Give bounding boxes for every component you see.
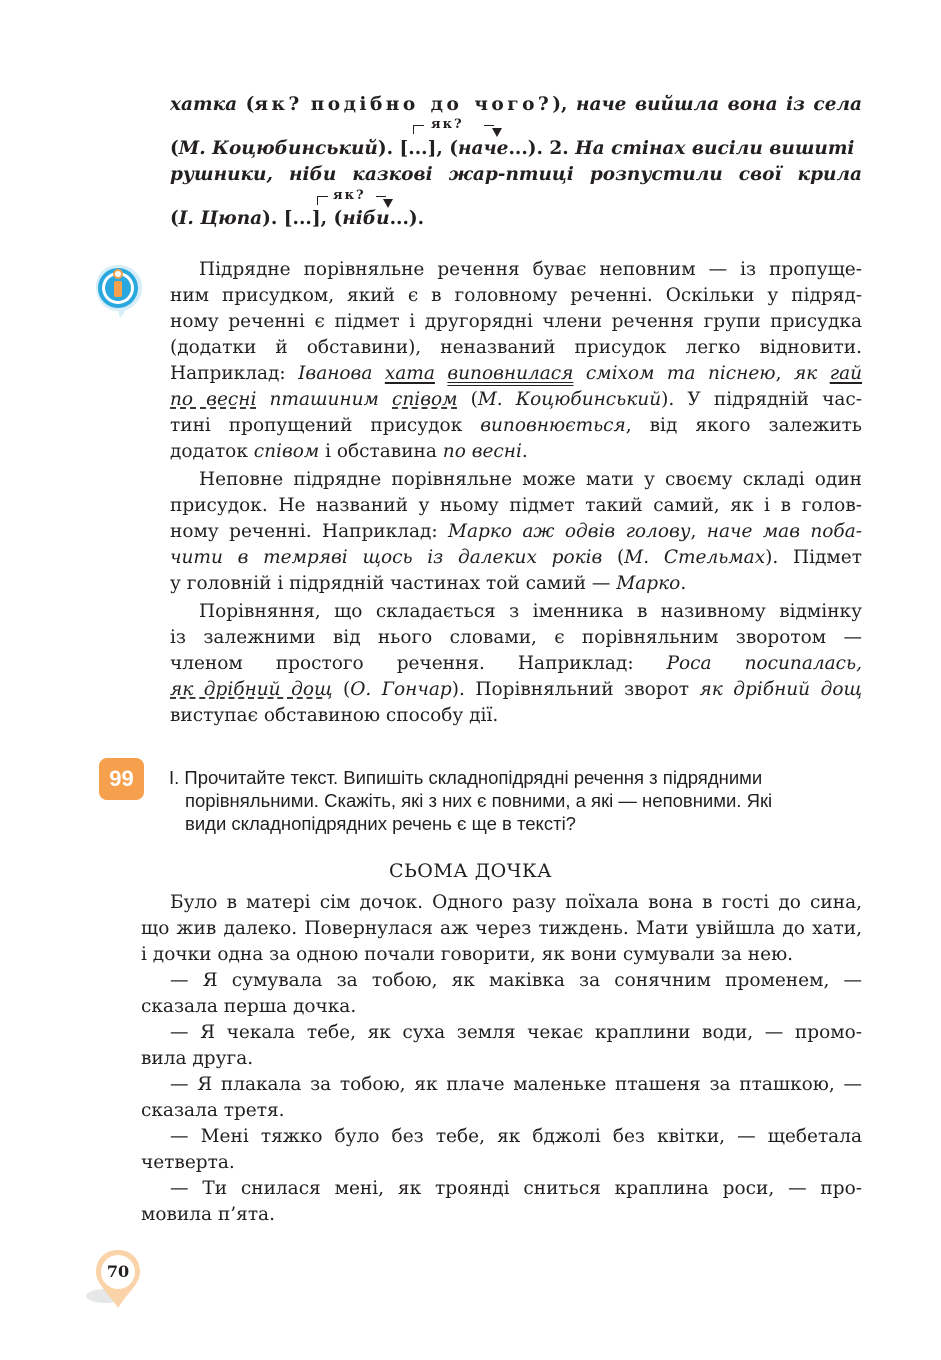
- story-line: сказала третя.: [141, 1100, 285, 1121]
- story-title: СЬОМА ДОЧКА: [388, 860, 553, 882]
- story-line: сказала перша дочка.: [141, 996, 357, 1017]
- intro-scheme-2: ...). 2.: [508, 138, 576, 159]
- arrow-down-icon: [492, 128, 502, 137]
- example-subject-2: гай: [829, 363, 863, 384]
- example-word: пташиним: [256, 389, 393, 410]
- intro-sentence-2: рушники, ніби казкові жар-птиці розпустили свої крила: [170, 164, 862, 185]
- rule-text-span: (: [457, 389, 478, 410]
- rule-line: [170, 469, 862, 491]
- rule-line: [170, 679, 862, 701]
- story-line: — Я сумувала за тобою, як маківка за сонячним променем, —: [170, 970, 862, 991]
- example-word: співом: [253, 441, 320, 462]
- rule-text-span: додаток: [170, 441, 254, 462]
- example-word: як: [793, 363, 830, 384]
- example-author: М. Стельмах: [624, 547, 766, 568]
- rule-line: [170, 415, 862, 437]
- annotation-line: [376, 196, 386, 197]
- rule-text-span: ному реченні. Наприклад:: [170, 521, 448, 542]
- rule-line: [170, 705, 862, 727]
- intro-sentence: На стінах висіли вишиті: [575, 138, 855, 159]
- story-line: що жив далеко. Повернулася аж через тиждень. Мати увійшла до хати,: [141, 918, 862, 939]
- rule-text-span: .: [521, 441, 528, 462]
- example-word: Марко аж одвів голову: [448, 521, 691, 542]
- example-author: О. Гончар: [350, 679, 452, 700]
- rule-line: [170, 311, 862, 333]
- intro-author: І. Цюпа: [178, 208, 263, 229]
- rule-text-span: ). Підмет: [765, 547, 862, 568]
- rule-text-span: присудок. Не названий у ньому підмет такий самий, як і в голов-: [170, 495, 862, 516]
- story-line: Було в матері сім дочок. Одного разу поїхала вона в гості до сина,: [170, 892, 862, 913]
- example-word: виповнюється: [480, 415, 626, 436]
- rule-text-span: ). Порівняльний зворот: [451, 679, 700, 700]
- rule-text-span: ). У підрядній час-: [661, 389, 862, 410]
- rule-text-span: і обставина: [319, 441, 443, 462]
- example-word: як дрібний дощ: [699, 679, 862, 700]
- example-space: [435, 363, 447, 384]
- rule-text-span: (додатки й обставини), неназваний присудок легко відновити.: [170, 337, 862, 358]
- rule-text-span: ,: [690, 521, 707, 542]
- rule-text-span: Підрядне порівняльне речення буває неповним — із пропуще-: [199, 259, 862, 280]
- annotation-line: [484, 125, 494, 126]
- rule-text-span: із залежними від нього словами, є порівняльним зворотом —: [170, 627, 862, 648]
- page-marker-icon: [84, 1246, 148, 1310]
- task-line: І. Прочитайте текст. Випишіть складнопідрядні речення з підрядними: [169, 767, 763, 788]
- rule-text-span: Наприклад:: [170, 363, 299, 384]
- rule-text-span: , від якого залежить: [625, 415, 862, 436]
- rule-line: [170, 521, 862, 543]
- page-number: 70: [106, 1262, 130, 1281]
- example-word: Роса посипалась,: [666, 653, 862, 674]
- example-word: по весні: [442, 441, 522, 462]
- example-object: співом: [392, 389, 458, 410]
- rule-line: [170, 653, 862, 675]
- example-word: Марко: [616, 573, 681, 594]
- rule-line: [170, 441, 862, 463]
- annotation-label: як?: [333, 188, 366, 203]
- rule-text-span: (: [332, 679, 351, 700]
- intro-conj: ніби: [342, 208, 390, 229]
- rule-line: [170, 389, 862, 411]
- story-line: мовила п’ята.: [141, 1204, 275, 1225]
- intro-question: як?: [254, 94, 303, 115]
- annotation-bracket: [317, 196, 328, 205]
- example-word: чити в темряві щось із далеких років: [170, 547, 603, 568]
- annotation-bracket: [413, 125, 424, 134]
- intro-question-2: подібно до чого?: [310, 94, 553, 115]
- rule-text-span: виступає обставиною способу дії.: [170, 705, 499, 726]
- rule-text-span: у головній і підрядній частинах той самий —: [170, 573, 617, 594]
- story-line: — Мені тяжко було без тебе, як бджолі без квітки, — щебетала: [170, 1126, 862, 1147]
- intro-line-4: [170, 208, 862, 230]
- rule-line: [170, 627, 862, 649]
- intro-line-3: [170, 164, 862, 186]
- rule-text-span: ним присудком, який є в головному реченні. Оскільки у підряд-: [170, 285, 862, 306]
- intro-text: (: [170, 208, 179, 229]
- intro-text: (: [170, 138, 179, 159]
- intro-line-2: [170, 138, 862, 160]
- info-i-icon: [92, 255, 144, 319]
- rule-line: [170, 573, 862, 595]
- intro-space: [303, 94, 311, 115]
- example-subject: хата: [384, 363, 435, 384]
- story-line: вила друга.: [141, 1048, 254, 1069]
- annotation-label: як?: [431, 117, 464, 132]
- rule-line: [170, 495, 862, 517]
- example-adverbial: як дрібний дощ: [170, 679, 333, 700]
- rule-text-span: ному реченні є підмет і другорядні члени речення групи присудка: [170, 311, 862, 332]
- rule-text-span: Неповне підрядне порівняльне може мати у своєму складі один: [199, 469, 862, 490]
- example-adverbial: по весні: [170, 389, 257, 410]
- story-line: — Ти снилася мені, як троянді сниться краплина роси, — про-: [170, 1178, 862, 1199]
- rule-line: [170, 337, 862, 359]
- story-line: і дочки одна за одною почали говорити, як вони сумували за нею.: [141, 944, 794, 965]
- intro-scheme: ). [...], (: [262, 208, 343, 229]
- intro-line-1: [170, 94, 862, 116]
- intro-text: (: [237, 94, 255, 115]
- example-author: М. Коцюбинський: [477, 389, 662, 410]
- rule-line: [170, 363, 862, 385]
- example-word: Іванова: [298, 363, 385, 384]
- intro-scheme-2: ...).: [389, 208, 425, 229]
- example-word: наче мав поба-: [706, 521, 862, 542]
- story-line: четверта.: [141, 1152, 235, 1173]
- rule-text-span: тині пропущений присудок: [170, 415, 481, 436]
- story-line: — Я чекала тебе, як суха земля чекає краплини води, — промо-: [170, 1022, 862, 1043]
- example-word: сміхом та піснею: [573, 363, 776, 384]
- example-predicate: виповнилася: [447, 363, 574, 384]
- intro-text-2: ),: [552, 94, 576, 115]
- intro-word: хатка: [170, 94, 238, 115]
- rule-text-span: .: [680, 573, 687, 594]
- rule-text-span: членом простого речення. Наприклад:: [170, 653, 667, 674]
- rule-line: [170, 547, 862, 569]
- rule-text-span: (: [602, 547, 625, 568]
- intro-author: М. Коцюбинський: [178, 138, 378, 159]
- arrow-down-icon: [383, 199, 393, 208]
- story-line: — Я плакала за тобою, як плаче маленьке пташеня за пташкою, —: [170, 1074, 862, 1095]
- intro-clause: наче вийшла вона із села: [575, 94, 862, 115]
- rule-line: [170, 259, 862, 281]
- task-line: порівняльними. Скажіть, які з них є повними, а які — неповними. Які: [185, 790, 773, 811]
- exercise-number-badge: 99: [99, 758, 144, 800]
- rule-line: [170, 601, 862, 623]
- rule-text-span: Порівняння, що складається з іменника в називному відмінку: [199, 601, 862, 622]
- rule-text-span: ,: [775, 363, 794, 384]
- intro-scheme: ). [...], (: [377, 138, 458, 159]
- intro-conj: наче: [457, 138, 509, 159]
- task-line: види складнопідрядних речень є ще в тексті?: [185, 813, 576, 834]
- rule-line: [170, 285, 862, 307]
